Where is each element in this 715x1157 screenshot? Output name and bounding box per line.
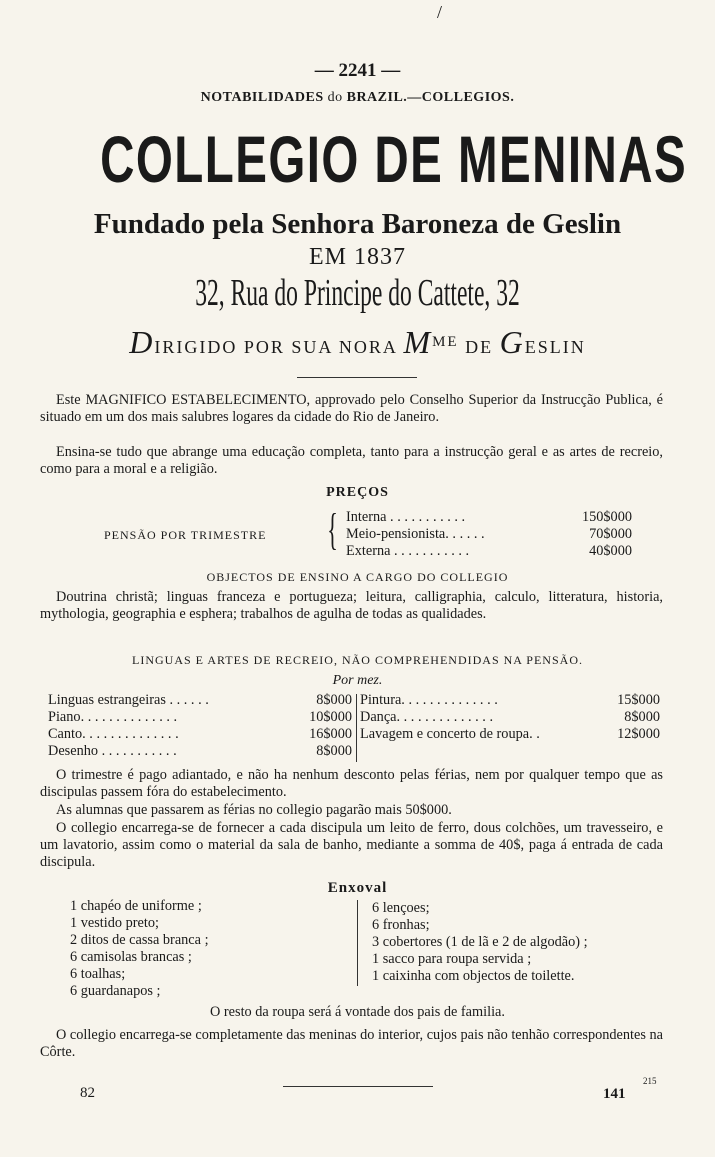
enxoval-item: 1 chapéo de uniforme ; (70, 898, 202, 914)
enxoval-item: 6 toalhas; (70, 966, 126, 982)
year-line: EM 1837 (309, 244, 406, 270)
intro-paragraph-2: Ensina-se tudo que abrange uma educação completa, tanto para a instrucção geral e as artes de recreio, como para a moral e a religião. (40, 444, 663, 477)
extra-row: Pintura. . . . . . . . . . . . . . 15$000 (360, 692, 660, 708)
enxoval-item: 3 cobertores (1 de lã e 2 de algodão) ; (372, 934, 588, 950)
directed-text-1: IRIGIDO POR SUA NORA (154, 337, 397, 357)
intro-paragraph-1: Este MAGNIFICO ESTABELECIMENTO, approvado pelo Conselho Superior da Instrucção Publica, é situado em um dos mais salubres logares da cidade do Rio de Janeiro. (40, 392, 663, 425)
initial-g: G (499, 324, 525, 360)
enxoval-item: 6 fronhas; (372, 917, 430, 933)
enxoval-heading: Enxoval (327, 880, 388, 896)
page-title: COLLEGIO DE MENINAS (100, 122, 688, 196)
extras-heading: LINGUAS E ARTES DE RECREIO, NÃO COMPREHENDIDAS NA PENSÃO. (132, 653, 583, 667)
initial-d: D (129, 324, 155, 360)
enxoval-divider (357, 900, 358, 986)
header-left: NOTABILIDADES (200, 90, 324, 105)
prices-list (346, 509, 632, 560)
enxoval-right-list (372, 900, 588, 985)
extras-right-list (360, 692, 660, 743)
extra-row: Lavagem e concerto de roupa. . 12$000 (360, 726, 660, 742)
terms-paragraph-1: O trimestre é pago adiantado, e não ha nenhum desconto pelas férias, nem por qualquer tempo que as discipulas passem fóra do estabelecimento. (40, 767, 663, 800)
terms-paragraph-3: O collegio encarrega-se de fornecer a cada discipula um leito de ferro, dous colchões, um travesseiro, e um lavatorio, assim como o material da sala de banho, mediante a somma de 40$, paga á entrada de cada discipula. (40, 820, 663, 870)
price-row: Externa . . . . . . . . . . . 40$000 (346, 543, 632, 559)
objects-paragraph: Doutrina christã; linguas franceza e portugueza; leitura, calligraphia, calculo, litteratura, historia, mythologia, geographia e esphera; trabalhos de agulha de todas as qualidades. (40, 589, 663, 622)
enxoval-item: 1 sacco para roupa servida ; (372, 951, 532, 967)
extra-row: Desenho . . . . . . . . . . . 8$000 (48, 743, 352, 759)
superscript-me: ME (432, 334, 459, 350)
initial-m: M (403, 324, 433, 360)
column-divider (356, 694, 357, 762)
directed-text-2: DE (465, 337, 494, 357)
divider (297, 377, 417, 378)
stray-mark: / (437, 2, 443, 22)
enxoval-item: 6 camisolas brancas ; (70, 949, 192, 965)
brace: { (327, 505, 338, 554)
closing-paragraph: O collegio encarrega-se completamente das meninas do interior, cujos pais não tenhão correspondentes na Côrte. (40, 1027, 663, 1060)
price-row: Meio-pensionista. . . . . . 70$000 (346, 526, 632, 542)
objects-heading: OBJECTOS DE ENSINO A CARGO DO COLLEGIO (206, 570, 509, 584)
footer-small-number: 215 (643, 1076, 657, 1086)
footer-rule (283, 1086, 433, 1087)
extra-row: Canto. . . . . . . . . . . . . . 16$000 (48, 726, 352, 742)
extra-row: Linguas estrangeiras . . . . . . 8$000 (48, 692, 352, 708)
address-line: 32, Rua do Principe do Cattete, 32 (195, 272, 520, 314)
header-right: BRAZIL.—COLLEGIOS. (346, 90, 515, 105)
enxoval-item: 2 ditos de cassa branca ; (70, 932, 209, 948)
closing-line-1: O resto da roupa será á vontade dos pais de familia. (210, 1004, 505, 1020)
price-row: Interna . . . . . . . . . . . 150$000 (346, 509, 632, 525)
terms-paragraph-2: As alumnas que passarem as férias no collegio pagarão mais 50$000. (56, 802, 452, 818)
extras-subheading: Por mez. (332, 673, 383, 688)
extras-left-list (48, 692, 352, 760)
enxoval-item: 1 caixinha com objectos de toilette. (372, 968, 575, 984)
extra-row: Dança. . . . . . . . . . . . . . 8$000 (360, 709, 660, 725)
prices-heading: PREÇOS (326, 485, 389, 500)
extra-row: Piano. . . . . . . . . . . . . . 10$000 (48, 709, 352, 725)
enxoval-item: 1 vestido preto; (70, 915, 159, 931)
founded-line: Fundado pela Senhora Baroneza de Geslin (93, 208, 622, 240)
page-number: — 2241 — (314, 60, 401, 81)
directed-line (0, 324, 715, 361)
footer-right-number: 141 (603, 1086, 626, 1102)
pension-label: PENSÃO POR TRIMESTRE (104, 528, 267, 542)
directed-text-3: ESLIN (524, 337, 586, 357)
enxoval-left-list (70, 898, 209, 1000)
enxoval-item: 6 lençoes; (372, 900, 430, 916)
footer-left-number: 82 (80, 1085, 95, 1101)
enxoval-item: 6 guardanapos ; (70, 983, 161, 999)
header-mid: do (327, 90, 343, 105)
section-header (0, 90, 715, 106)
